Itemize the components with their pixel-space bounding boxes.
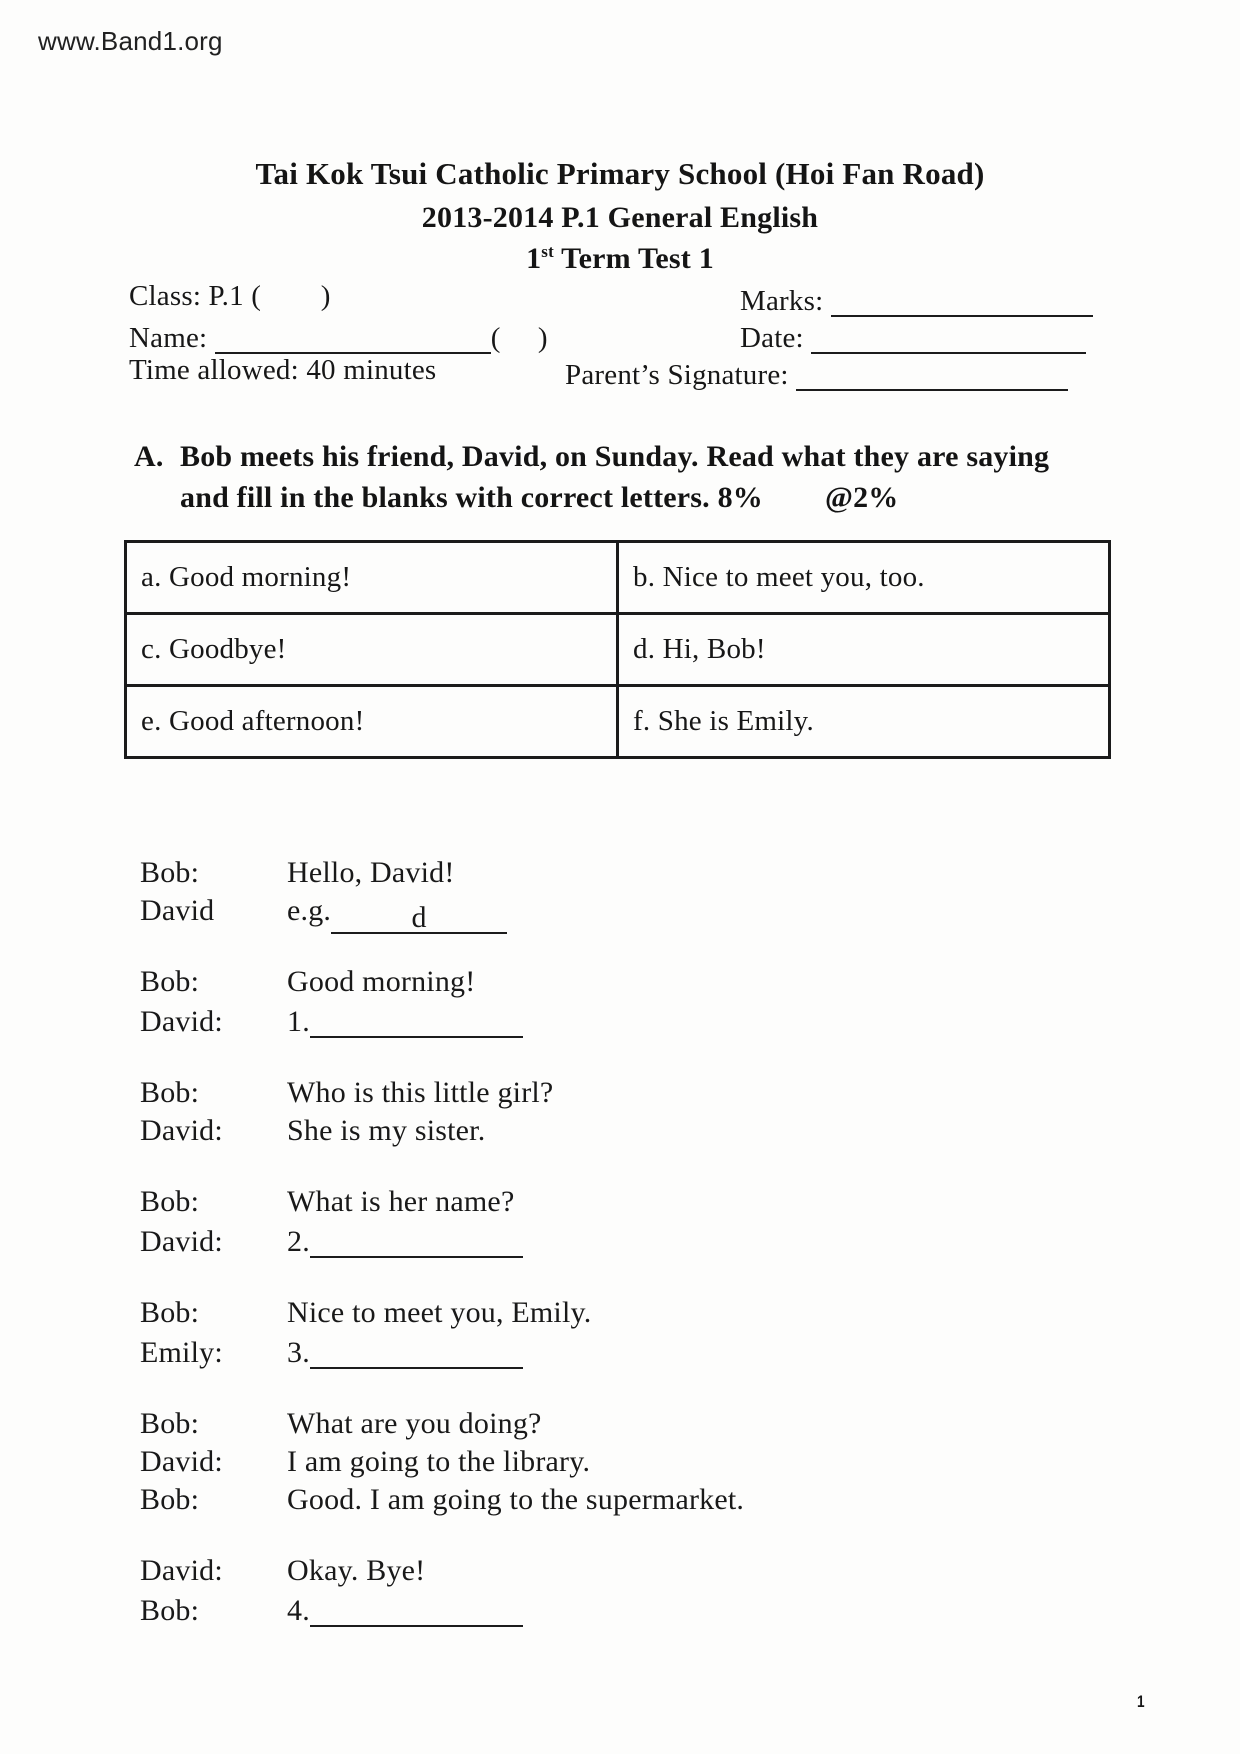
- dialogue-line: [140, 1221, 744, 1261]
- dialogue-text: Good. I am going to the supermarket.: [287, 1483, 745, 1516]
- section-a-instructions: [134, 440, 1154, 515]
- answer-prefix: 1.: [287, 1005, 310, 1038]
- dialogue-line: [140, 1481, 744, 1519]
- dialogue-text: Okay. Bye!: [287, 1554, 426, 1587]
- option-cell: c. Goodbye!: [126, 614, 618, 686]
- dialogue-group: [140, 854, 744, 934]
- dialogue-line: [140, 963, 744, 1001]
- speaker-label: Bob:: [140, 965, 200, 998]
- option-cell: d. Hi, Bob!: [618, 614, 1110, 686]
- page-number-mark: 1: [1136, 1692, 1145, 1711]
- year-subject: 2013-2014 P.1 General English: [421, 201, 819, 234]
- answer-blank-line: [310, 1339, 523, 1369]
- dialogue: [140, 854, 744, 1663]
- name-class-number-parens: ( ): [490, 322, 548, 354]
- answer-prefix: 4.: [287, 1594, 310, 1627]
- name-label: Name:: [129, 322, 215, 354]
- section-a-text-continued: and fill in the blanks with correct letters. 8%: [180, 481, 763, 514]
- dialogue-group: [140, 1294, 744, 1372]
- dialogue-line: [140, 1001, 744, 1041]
- section-a-line2: [180, 481, 1154, 515]
- answer-blank-line: [310, 1597, 523, 1627]
- speaker-label: David:: [140, 1445, 223, 1478]
- answer-blank-line: [310, 1228, 523, 1258]
- speaker-label: David:: [140, 1225, 223, 1258]
- options-table-row: [126, 542, 1110, 614]
- parent-signature-field: [565, 354, 1068, 392]
- parent-signature-blank-line: [796, 361, 1068, 391]
- dialogue-group: [140, 1074, 744, 1150]
- options-table-row: [126, 614, 1110, 686]
- dialogue-text: I am going to the library.: [287, 1445, 591, 1478]
- date-blank-line: [811, 324, 1086, 354]
- option-cell: e. Good afternoon!: [126, 686, 618, 758]
- speaker-label: Bob:: [140, 1407, 200, 1440]
- date-label: Date:: [740, 322, 812, 354]
- section-a-line1: [134, 440, 1154, 474]
- time-allowed-field: [129, 354, 436, 387]
- dialogue-text: Hello, David!: [287, 856, 455, 889]
- dialogue-text: Good morning!: [287, 965, 476, 998]
- answer-blank-line: [331, 901, 507, 934]
- dialogue-group: [140, 963, 744, 1041]
- dialogue-line: [140, 892, 744, 934]
- answer-prefix: e.g.: [287, 894, 332, 927]
- class-field: [129, 280, 331, 313]
- name-field: [129, 317, 548, 355]
- options-table-row: [126, 686, 1110, 758]
- answer-blank-line: [310, 1008, 523, 1038]
- term-ordinal-suffix: st: [541, 242, 554, 261]
- marks-field: [740, 280, 1093, 318]
- speaker-label: Bob:: [140, 1594, 200, 1627]
- term-number: 1: [526, 242, 542, 275]
- term-test-title: [0, 242, 1240, 276]
- term-test-label: Term Test 1: [553, 242, 714, 275]
- dialogue-text: Nice to meet you, Emily.: [287, 1296, 592, 1329]
- dialogue-line: [140, 1332, 744, 1372]
- dialogue-text: What is her name?: [287, 1185, 515, 1218]
- dialogue-line: [140, 1074, 744, 1112]
- section-a-letter: A.: [134, 440, 164, 473]
- dialogue-text: What are you doing?: [287, 1407, 542, 1440]
- dialogue-line: [140, 1112, 744, 1150]
- paper-title-block: [0, 156, 1240, 276]
- dialogue-text: She is my sister.: [287, 1114, 486, 1147]
- dialogue-group: [140, 1552, 744, 1630]
- class-label: Class: P.1 ( ): [129, 280, 331, 312]
- date-field: [740, 317, 1086, 355]
- section-a-text: Bob meets his friend, David, on Sunday. Read what they are saying: [180, 440, 1050, 473]
- speaker-label: Bob:: [140, 856, 200, 889]
- per-item-marks: @2%: [824, 481, 899, 514]
- options-table-body: [126, 542, 1110, 758]
- parent-signature-label: Parent’s Signature:: [565, 359, 797, 391]
- speaker-label: David:: [140, 1005, 223, 1038]
- speaker-label: Bob:: [140, 1185, 200, 1218]
- school-name: Tai Kok Tsui Catholic Primary School (Hoi Fan Road): [255, 156, 985, 191]
- dialogue-line: [140, 1590, 744, 1630]
- option-cell: f. She is Emily.: [618, 686, 1110, 758]
- speaker-label: Emily:: [140, 1336, 223, 1369]
- time-allowed-label: Time allowed: 40 minutes: [129, 354, 437, 386]
- dialogue-line: [140, 1405, 744, 1443]
- dialogue-group: [140, 1405, 744, 1519]
- name-blank-line: [215, 324, 491, 354]
- marks-label: Marks:: [740, 285, 831, 317]
- dialogue-text: Who is this little girl?: [287, 1076, 554, 1109]
- speaker-label: Bob:: [140, 1076, 200, 1109]
- dialogue-line: [140, 1183, 744, 1221]
- option-cell: b. Nice to meet you, too.: [618, 542, 1110, 614]
- answer-prefix: 2.: [287, 1225, 310, 1258]
- answer-prefix: 3.: [287, 1336, 310, 1369]
- speaker-label: David:: [140, 1554, 223, 1587]
- speaker-label: Bob:: [140, 1296, 200, 1329]
- dialogue-line: [140, 854, 744, 892]
- speaker-label: David:: [140, 1114, 223, 1147]
- site-watermark: www.Band1.org: [38, 26, 223, 56]
- dialogue-line: [140, 1552, 744, 1590]
- speaker-label: David: [140, 894, 215, 927]
- marks-blank-line: [831, 287, 1093, 317]
- option-cell: a. Good morning!: [126, 542, 618, 614]
- answer-options-table: [124, 540, 1111, 759]
- dialogue-line: [140, 1443, 744, 1481]
- dialogue-line: [140, 1294, 744, 1332]
- example-answer: d: [411, 901, 427, 934]
- speaker-label: Bob:: [140, 1483, 200, 1516]
- dialogue-group: [140, 1183, 744, 1261]
